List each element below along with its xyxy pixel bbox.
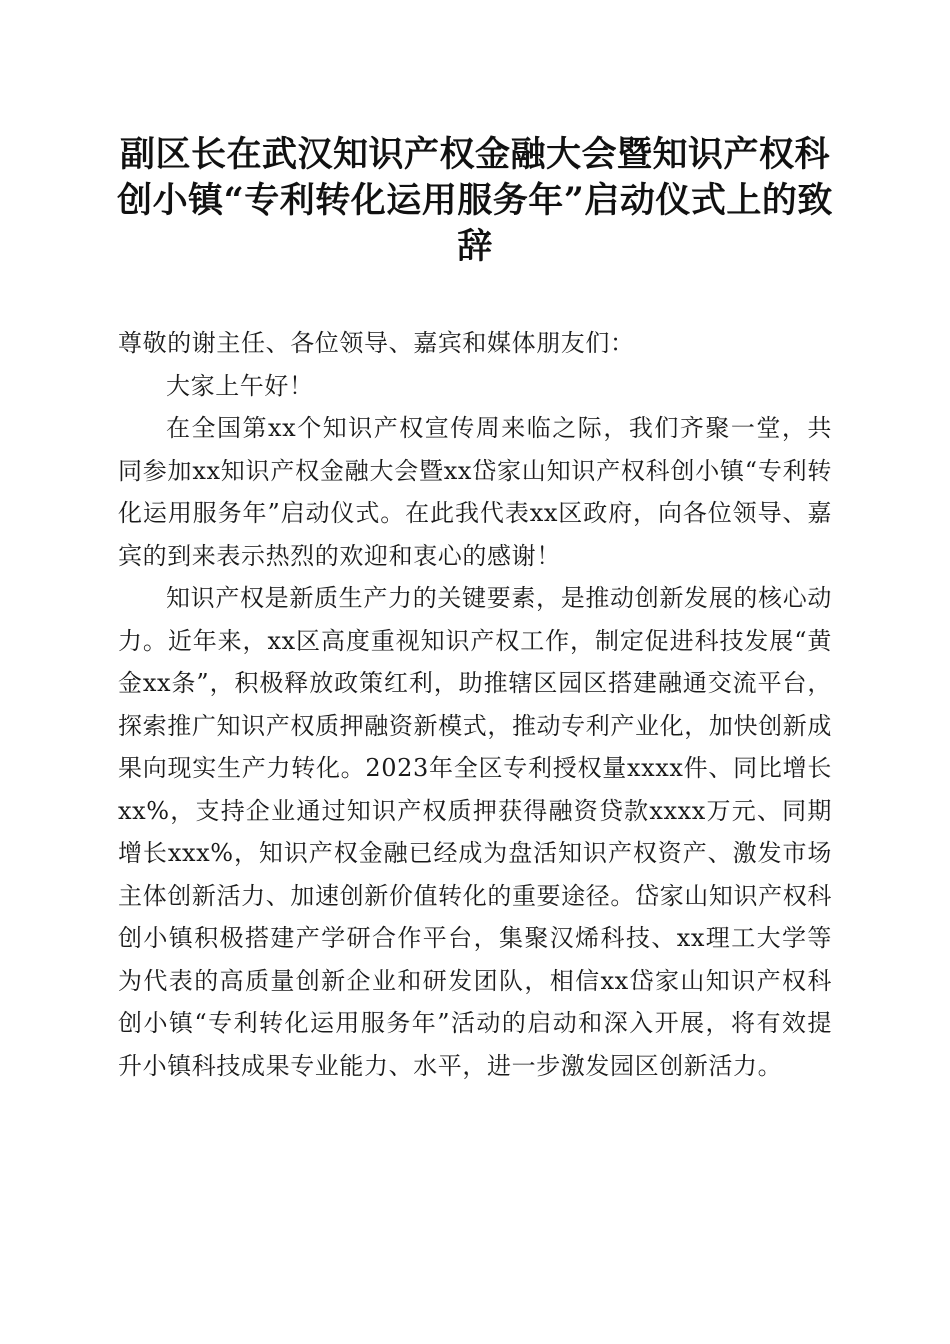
- greeting-paragraph: 大家上午好！: [166, 371, 314, 400]
- document-body: [118, 322, 832, 1087]
- salutation: 尊敬的谢主任、各位领导、嘉宾和媒体朋友们：: [118, 329, 635, 357]
- document-title: 副区长在武汉知识产权金融大会暨知识产权科创小镇“专利转化运用服务年”启动仪式上的致辞: [117, 134, 833, 267]
- welcome-paragraph: 在全国第xx个知识产权宣传周来临之际，我们齐聚一堂，共同参加xx知识产权金融大会暨xx岱家山知识产权科创小镇“专利转化运用服务年”启动仪式。在此我代表xx区政府，向各位领导、嘉宾的到来表示热烈的欢迎和衷心的感谢！: [118, 414, 832, 570]
- ip-development-paragraph: 知识产权是新质生产力的关键要素，是推动创新发展的核心动力。近年来，xx区高度重视知识产权工作，制定促进科技发展“黄金xx条”，积极释放政策红利，助推辖区园区搭建融通交流平台，探索推广知识产权质押融资新模式，推动专利产业化，加快创新成果向现实生产力转化。2023年全区专利授权量xxxx件、同比增长xx%，支持企业通过知识产权质押获得融资贷款xxxx万元、同期增长xxx%，知识产权金融已经成为盘活知识产权资产、激发市场主体创新活力、加速创新价值转化的重要途径。岱家山知识产权科创小镇积极搭建产学研合作平台，集聚汉烯科技、xx理工大学等为代表的高质量创新企业和研发团队，相信xx岱家山知识产权科创小镇“专利转化运用服务年”活动的启动和深入开展，将有效提升小镇科技成果专业能力、水平，进一步激发园区创新活力。: [118, 584, 832, 1080]
